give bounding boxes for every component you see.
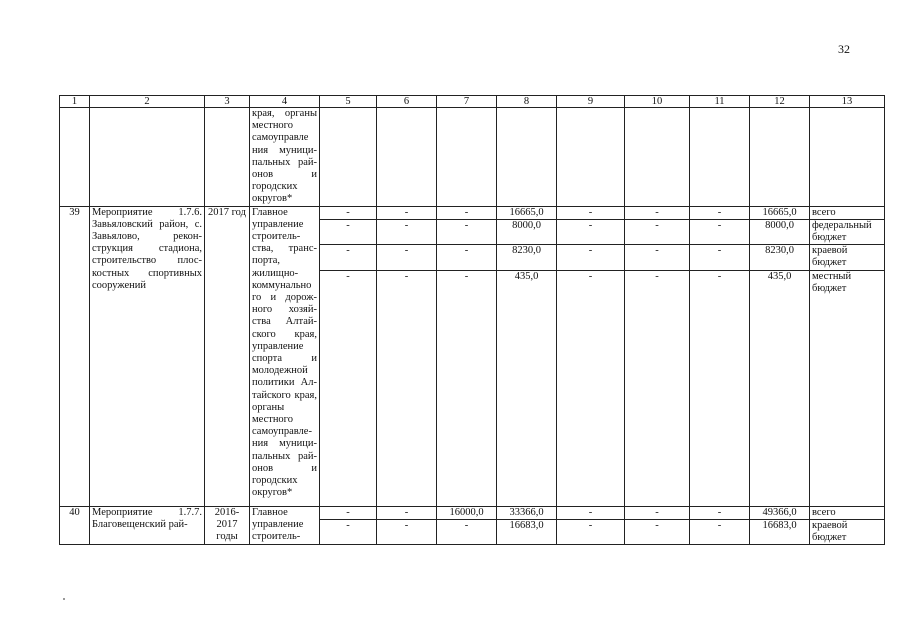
value-cell: - bbox=[625, 206, 690, 219]
value-cell: - bbox=[377, 245, 437, 270]
value-cell: 8000,0 bbox=[497, 219, 557, 244]
value-cell: 16683,0 bbox=[497, 519, 557, 544]
value-cell: 16000,0 bbox=[437, 506, 497, 519]
value-cell: - bbox=[377, 519, 437, 544]
source-cell: федеральный бюджет bbox=[810, 219, 885, 244]
scan-speck bbox=[63, 598, 65, 600]
value-cell: - bbox=[557, 270, 625, 506]
value-cell: - bbox=[557, 519, 625, 544]
header-cell: 11 bbox=[690, 96, 750, 108]
header-cell: 4 bbox=[250, 96, 320, 108]
header-cell: 6 bbox=[377, 96, 437, 108]
source-cell: местный бюджет bbox=[810, 270, 885, 506]
value-cell: 33366,0 bbox=[497, 506, 557, 519]
value-cell: - bbox=[557, 245, 625, 270]
page-number: 32 bbox=[838, 42, 850, 56]
activity-name: Мероприятие 1.7.7. Благовещенский рай- bbox=[90, 506, 205, 545]
value-cell: - bbox=[625, 506, 690, 519]
source-cell: всего bbox=[810, 206, 885, 219]
value-cell: - bbox=[437, 206, 497, 219]
header-cell: 9 bbox=[557, 96, 625, 108]
value-cell: - bbox=[557, 206, 625, 219]
value-cell: - bbox=[320, 270, 377, 506]
row-number: 40 bbox=[60, 506, 90, 545]
value-cell: - bbox=[625, 219, 690, 244]
value-cell: - bbox=[690, 206, 750, 219]
value-cell: 8230,0 bbox=[750, 245, 810, 270]
budget-table bbox=[59, 95, 885, 545]
executor-cell: края, органы местного самоуправле ния муници-пальных рай-онов и городских округов* bbox=[250, 108, 320, 207]
value-cell: - bbox=[690, 506, 750, 519]
header-cell: 12 bbox=[750, 96, 810, 108]
value-cell: 8000,0 bbox=[750, 219, 810, 244]
header-row bbox=[60, 96, 885, 108]
value-cell: - bbox=[437, 219, 497, 244]
value-cell: - bbox=[377, 219, 437, 244]
value-cell: 49366,0 bbox=[750, 506, 810, 519]
value-cell: - bbox=[320, 219, 377, 244]
header-cell: 13 bbox=[810, 96, 885, 108]
value-cell: - bbox=[437, 270, 497, 506]
source-cell: краевой бюджет bbox=[810, 519, 885, 544]
table-row bbox=[60, 206, 885, 219]
source-cell: краевой бюджет bbox=[810, 245, 885, 270]
header-cell: 7 bbox=[437, 96, 497, 108]
value-cell: - bbox=[690, 245, 750, 270]
header-cell: 8 bbox=[497, 96, 557, 108]
value-cell: - bbox=[320, 519, 377, 544]
value-cell: - bbox=[690, 270, 750, 506]
value-cell: - bbox=[625, 270, 690, 506]
header-cell: 1 bbox=[60, 96, 90, 108]
source-cell: всего bbox=[810, 506, 885, 519]
header-cell: 10 bbox=[625, 96, 690, 108]
value-cell: - bbox=[437, 519, 497, 544]
value-cell: - bbox=[625, 245, 690, 270]
value-cell: - bbox=[557, 219, 625, 244]
continuation-row bbox=[60, 108, 885, 207]
row-number: 39 bbox=[60, 206, 90, 506]
value-cell: - bbox=[690, 519, 750, 544]
period-cell: 2017 год bbox=[205, 206, 250, 506]
executor-cell: Главное управление строитель-ства, транс-порта, жилищно-коммунально го и дорож-ного хозяй-ства Алтай-ского края, управление спорта и молодежной политики Ал-тайского края, органы местного самоуправле-ния муници-пальных рай-онов и городских округов* bbox=[250, 206, 320, 506]
value-cell: 8230,0 bbox=[497, 245, 557, 270]
value-cell: - bbox=[320, 206, 377, 219]
value-cell: - bbox=[690, 219, 750, 244]
header-cell: 2 bbox=[90, 96, 205, 108]
activity-name: Мероприятие 1.7.6. Завьяловский район, с. Завьялово, рекон-струкция стадиона, строительство плос-костных спортивных сооружений bbox=[90, 206, 205, 506]
value-cell: 16665,0 bbox=[750, 206, 810, 219]
value-cell: 16683,0 bbox=[750, 519, 810, 544]
value-cell: - bbox=[625, 519, 690, 544]
value-cell: - bbox=[320, 506, 377, 519]
value-cell: - bbox=[377, 206, 437, 219]
value-cell: 16665,0 bbox=[497, 206, 557, 219]
value-cell: 435,0 bbox=[497, 270, 557, 506]
header-cell: 3 bbox=[205, 96, 250, 108]
table-row bbox=[60, 506, 885, 519]
value-cell: - bbox=[437, 245, 497, 270]
header-cell: 5 bbox=[320, 96, 377, 108]
value-cell: - bbox=[377, 506, 437, 519]
value-cell: - bbox=[320, 245, 377, 270]
value-cell: - bbox=[377, 270, 437, 506]
executor-cell: Главное управление строитель- bbox=[250, 506, 320, 545]
value-cell: - bbox=[557, 506, 625, 519]
period-cell: 2016-2017 годы bbox=[205, 506, 250, 545]
value-cell: 435,0 bbox=[750, 270, 810, 506]
